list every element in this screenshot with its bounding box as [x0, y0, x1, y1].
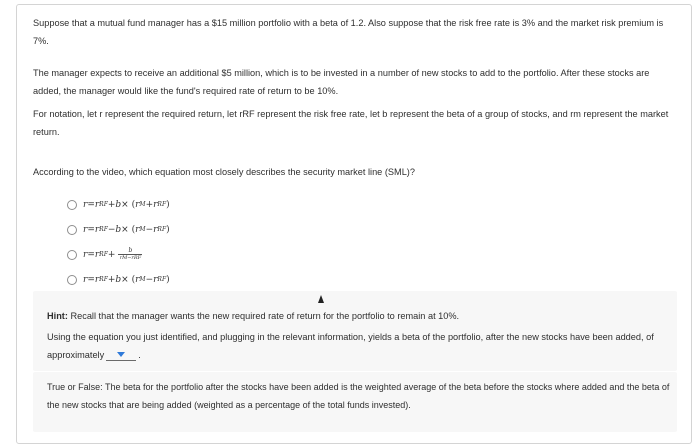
- radio-button[interactable]: [67, 250, 77, 260]
- radio-button[interactable]: [67, 275, 77, 285]
- beta-dropdown[interactable]: [106, 349, 136, 361]
- notation-paragraph: For notation, let r represent the required return, let rRF represent the risk free rate, let b represent the beta of a group of stocks, and rm represent the market return.: [33, 109, 669, 137]
- sml-option-2[interactable]: [67, 217, 170, 242]
- equation-option-4: r = r RF + b × ( r M − r RF ): [83, 274, 170, 285]
- equation-option-3: r = r RF + $\frac{b}{\text{rM−rRF}}$: [83, 247, 142, 261]
- hint-text: Hint: Recall that the manager wants the new required rate of return for the portfolio to remain at 10%.: [47, 311, 460, 321]
- sml-option-3[interactable]: [67, 242, 170, 267]
- equation-option-1: r = r RF + b × ( r M + r RF ): [83, 199, 170, 210]
- radio-button[interactable]: [67, 225, 77, 235]
- chevron-down-icon: [117, 352, 125, 357]
- hint-box: [33, 291, 677, 371]
- intro-paragraph: Suppose that a mutual fund manager has a $15 million portfolio with a beta of 1.2. Also suppose that the risk free rate is 3% and the market risk premium is 7%.: [33, 18, 664, 46]
- sml-question: According to the video, which equation most closely describes the security market line (SML)?: [33, 167, 415, 177]
- true-false-text: True or False: The beta for the portfolio after the stocks have been added is the weighted average of the beta before the stocks where added and the beta of the new stocks that are being added (weighted as a percentage of the total funds invested).: [47, 382, 670, 410]
- sml-option-4[interactable]: [67, 267, 170, 292]
- expectation-paragraph: The manager expects to receive an additional $5 million, which is to be invested in a number of new stocks to add to the portfolio. After these stocks are added, the manager would like the fund's required rate of return to be 10%.: [33, 68, 650, 96]
- sml-options: [67, 192, 170, 292]
- radio-button[interactable]: [67, 200, 77, 210]
- fraction: $\frac{b}{\text{rM−rRF}}$: [119, 247, 142, 261]
- question-card: [16, 4, 692, 444]
- beta-question: Using the equation you just identified, and plugging in the relevant information, yields a beta of the portfolio, after the new stocks have been added, of approximately .: [47, 332, 654, 360]
- sml-option-1[interactable]: [67, 192, 170, 217]
- true-false-box: [33, 372, 677, 432]
- mouse-cursor-icon: [318, 295, 324, 303]
- equation-option-2: r = r RF − b × ( r M − r RF ): [83, 224, 170, 235]
